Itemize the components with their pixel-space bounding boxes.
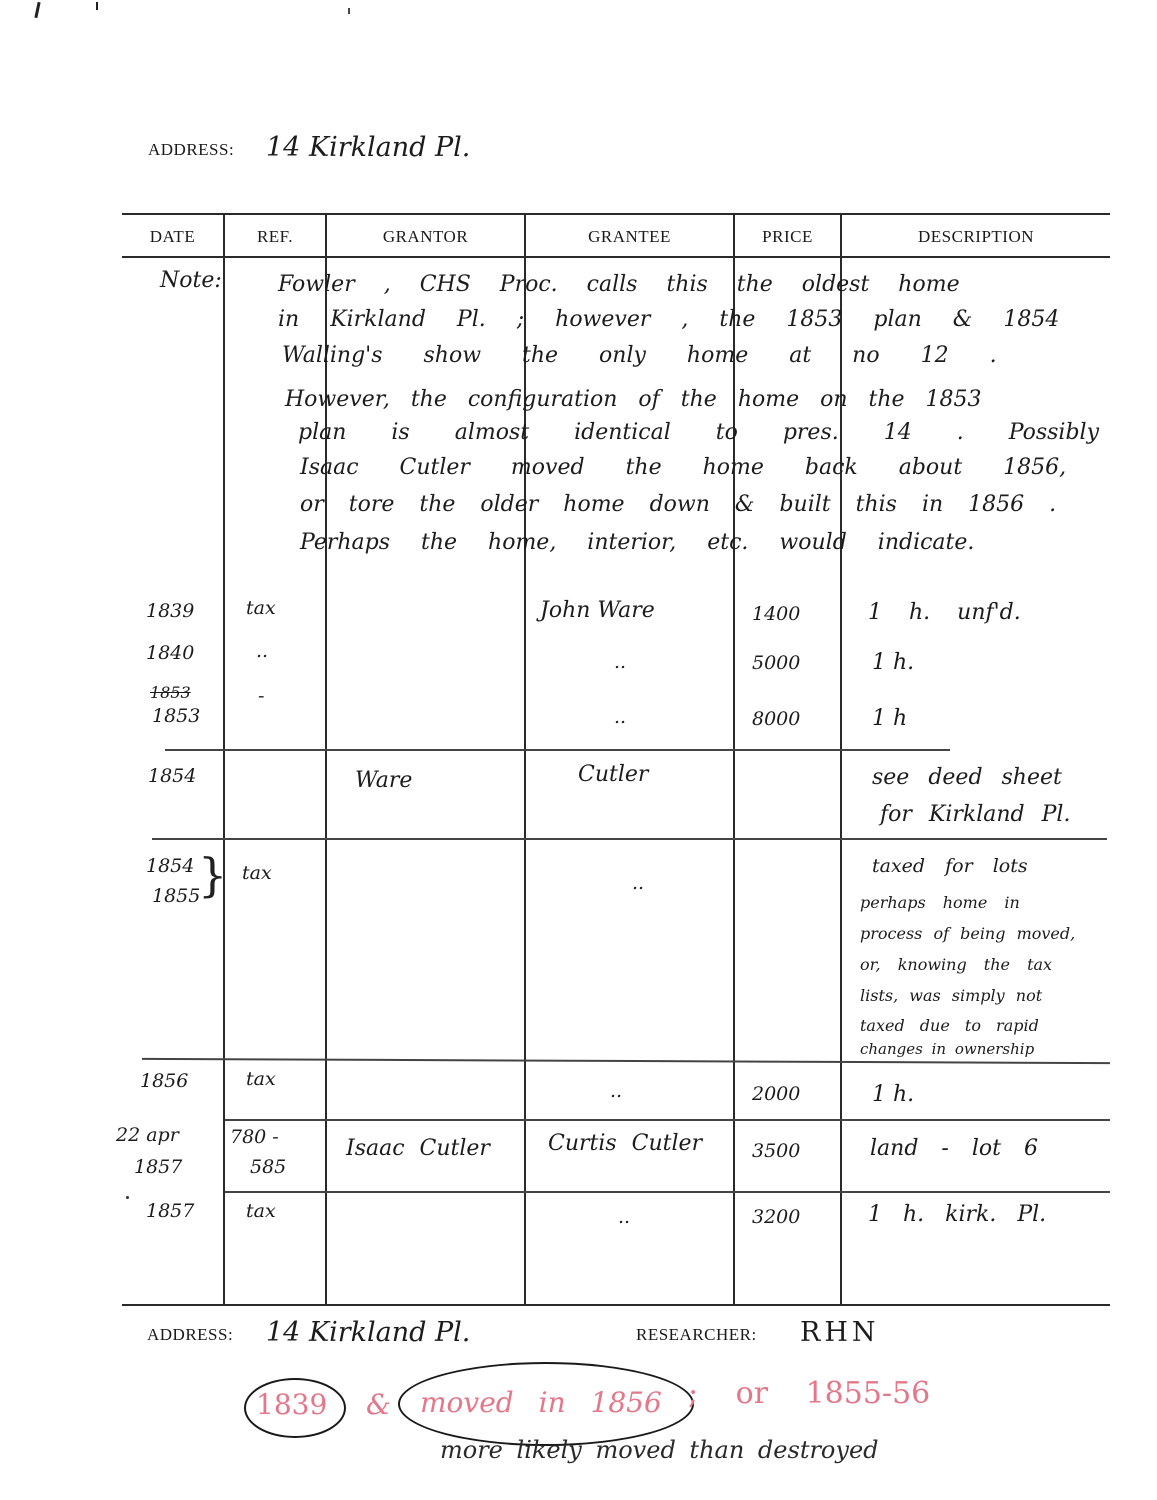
table-row-description: 1 h. unf'd. <box>868 600 1021 625</box>
table-row-description: for Kirkland Pl. <box>880 802 1071 827</box>
table-row-description: taxed for lots <box>872 855 1028 877</box>
row-rule <box>225 1119 1110 1121</box>
table-row-date: 1854 <box>148 765 197 787</box>
table-row-ref: tax <box>242 862 272 884</box>
table-top-rule <box>122 213 1110 215</box>
table-row-description: 1 h <box>872 706 908 731</box>
note-line: plan is almost identical to pres. 14 . Possibly <box>298 420 1100 445</box>
table-row-ref: 585 <box>250 1156 287 1178</box>
table-row-grantee: .. <box>610 1080 623 1102</box>
pink-circled-moved: moved in 1856 <box>420 1386 662 1419</box>
column-divider <box>223 215 225 1305</box>
column-divider <box>524 215 526 1305</box>
column-divider <box>733 215 735 1305</box>
table-row-description: see deed sheet <box>872 765 1062 790</box>
column-header-ref: REF. <box>256 227 294 246</box>
table-row-description: taxed due to rapid <box>860 1016 1039 1035</box>
table-row-price: 5000 <box>752 652 801 674</box>
table-row-description: changes in ownership <box>860 1040 1035 1058</box>
table-row-price: 2000 <box>752 1083 801 1105</box>
footer-address-value: 14 Kirkland Pl. <box>266 1317 471 1348</box>
table-row-date-struck: 1853 <box>150 683 191 702</box>
table-row-ref: .. <box>256 640 269 662</box>
table-row-grantee: Cutler <box>578 762 649 787</box>
table-header-rule <box>122 256 1110 258</box>
note-label: Note: <box>160 268 222 293</box>
table-row-description: lists, was simply not <box>860 986 1043 1005</box>
column-header-date: DATE <box>149 227 196 246</box>
table-row-price: 8000 <box>752 708 801 730</box>
note-line: or tore the older home down & built this in 1856 . <box>300 492 1057 517</box>
row-rule <box>225 1191 1110 1193</box>
table-row-description: or, knowing the tax <box>860 955 1053 974</box>
table-row-date: 22 apr <box>116 1124 179 1146</box>
table-row-price: 1400 <box>752 603 801 625</box>
note-line: However, the configuration of the home on the 1853 <box>285 387 982 412</box>
column-header-grantor: GRANTOR <box>382 227 469 246</box>
corner-mark <box>96 2 98 10</box>
researcher-value: RHN <box>800 1317 880 1348</box>
column-divider <box>325 215 327 1305</box>
table-row-grantor: Isaac Cutler <box>346 1136 490 1161</box>
table-bottom-rule <box>122 1304 1110 1306</box>
table-row-description: 1 h. <box>872 1082 915 1107</box>
column-header-grantee: GRANTEE <box>588 227 671 246</box>
row-rule <box>165 749 950 751</box>
table-row-ref: tax <box>246 1068 276 1090</box>
pink-tail: ; or 1855-56 <box>688 1376 931 1411</box>
table-row-ref: tax <box>246 597 276 619</box>
row-rule <box>152 838 1107 840</box>
table-row-description: 1 h. kirk. Pl. <box>868 1202 1047 1227</box>
column-header-price: PRICE <box>762 227 813 246</box>
note-line: Perhaps the home, interior, etc. would indicate. <box>300 530 975 555</box>
table-row-description: land - lot 6 <box>870 1136 1038 1161</box>
table-row-date: 1839 <box>146 600 195 622</box>
table-row-description: perhaps home in <box>860 893 1020 912</box>
table-row-grantor: Ware <box>355 768 413 793</box>
address-label: ADDRESS: <box>148 140 235 159</box>
note-line: Fowler , CHS Proc. calls this the oldest home <box>278 272 960 297</box>
table-row-date: 1854 <box>146 855 195 877</box>
dot-mark <box>126 1196 129 1199</box>
table-row-date: 1857 <box>134 1156 183 1178</box>
table-row-grantee: .. <box>632 872 645 894</box>
table-row-date: 1853 <box>152 705 201 727</box>
table-row-price: 3200 <box>752 1206 801 1228</box>
note-line: Walling's show the only home at no 12 . <box>282 343 997 368</box>
brace-icon: } <box>198 848 228 902</box>
table-row-price: 3500 <box>752 1140 801 1162</box>
column-divider <box>840 215 842 1305</box>
table-row-ref: 780 - <box>230 1126 279 1148</box>
bottom-note: more likely moved than destroyed <box>440 1436 879 1464</box>
table-row-description: process of being moved, <box>860 924 1076 943</box>
corner-mark <box>34 2 40 18</box>
table-row-description: 1 h. <box>872 650 915 675</box>
table-row-date: 1857 <box>146 1200 195 1222</box>
table-row-grantee: .. <box>618 1206 631 1228</box>
note-line: Isaac Cutler moved the home back about 1856, <box>300 455 1067 480</box>
corner-mark <box>348 8 350 14</box>
table-row-ref: - <box>258 685 265 707</box>
table-row-date: 1856 <box>140 1070 189 1092</box>
footer-address-label: ADDRESS: <box>147 1325 234 1344</box>
table-row-grantee: .. <box>614 651 627 673</box>
pink-amp: & <box>366 1388 391 1421</box>
table-row-grantee: John Ware <box>540 598 655 623</box>
pink-circled-year: 1839 <box>256 1388 328 1421</box>
row-rule <box>142 1058 1110 1064</box>
researcher-label: RESEARCHER: <box>636 1325 757 1344</box>
table-row-date: 1855 <box>152 885 201 907</box>
table-row-grantee: .. <box>614 706 627 728</box>
note-line: in Kirkland Pl. ; however , the 1853 plan & 1854 <box>278 307 1060 332</box>
table-row-grantee: Curtis Cutler <box>548 1131 703 1156</box>
address-value: 14 Kirkland Pl. <box>266 132 471 163</box>
table-row-ref: tax <box>246 1200 276 1222</box>
table-row-date: 1840 <box>146 642 195 664</box>
column-header-description: DESCRIPTION <box>917 227 1034 246</box>
